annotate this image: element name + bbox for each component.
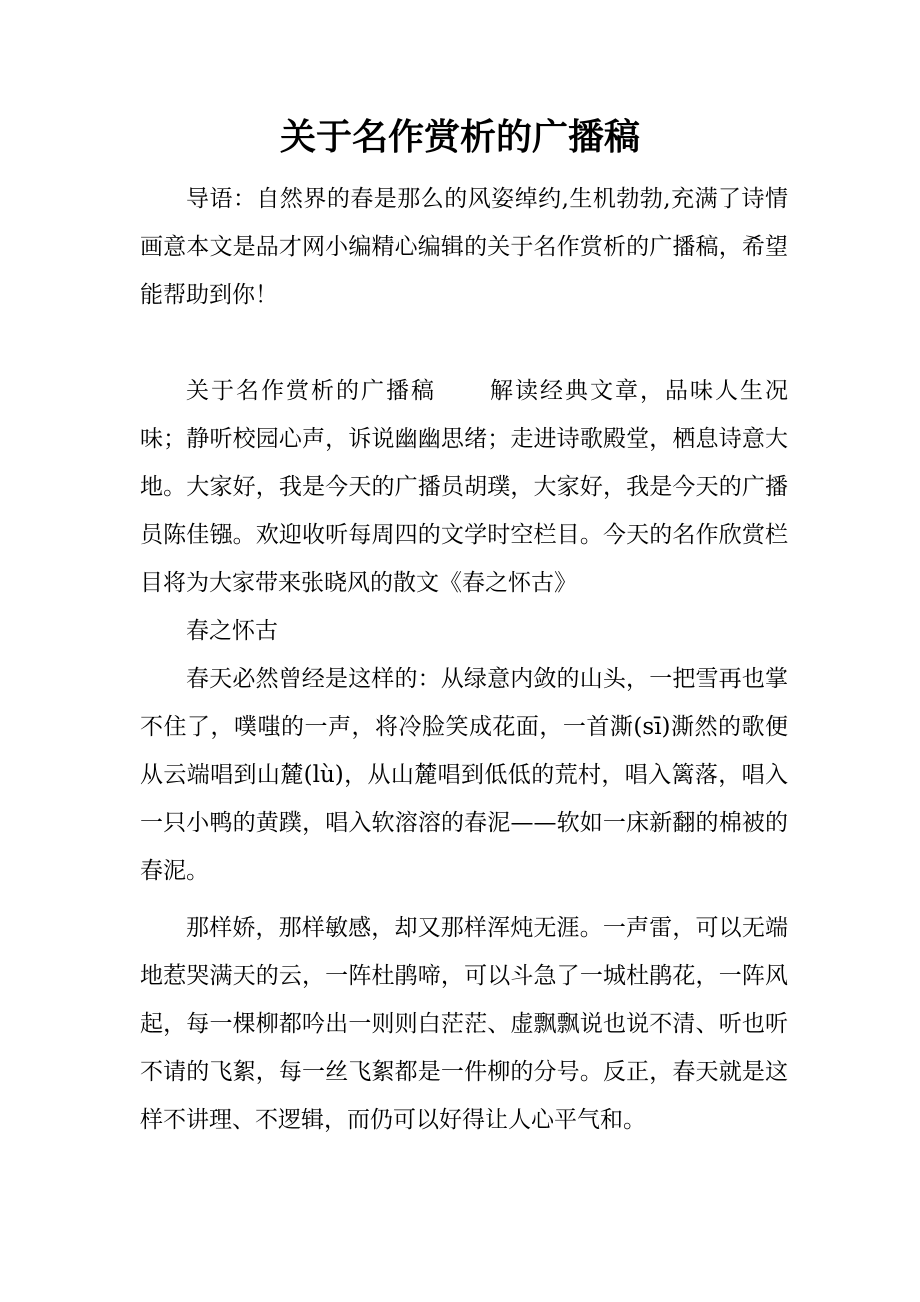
essay-paragraph-2: 那样娇，那样敏感，却又那样浑炖无涯。一声雷，可以无端地惹哭满天的云，一阵杜鹃啼，可以斗急了一城杜鹃花，一阵风起，每一棵柳都吟出一则则白茫茫、虚飘飘说也说不清、听也听不请的飞絮，每一丝飞絮都是一件柳的分号。反正，春天就是这样不讲理、不逻辑，而仍可以好得让人心平气和。 [140, 915, 788, 1133]
document-body [140, 175, 788, 1144]
section-heading: 关于名作赏析的广播稿 [186, 378, 436, 404]
intro-paragraph: 导语：自然界的春是那么的风姿绰约,生机勃勃,充满了诗情画意本文是品才网小编精心编辑的关于名作赏析的广播稿，希望能帮助到你！ [140, 186, 788, 308]
essay-title: 春之怀古 [186, 618, 278, 644]
essay-paragraph-1: 春天必然曾经是这样的：从绿意内敛的山头，一把雪再也掌不住了，噗嗤的一声，将冷脸笑成花面，一首澌(sī)澌然的歌便从云端唱到山麓(lù)，从山麓唱到低低的荒村，唱入篱落，唱入一只小鸭的黄蹼，唱入软溶溶的春泥——软如一床新翻的棉被的春泥。 [140, 666, 788, 884]
opening-text: 解读经典文章，品味人生况味；静听校园心声，诉说幽幽思绪；走进诗歌殿堂，栖息诗意大地。大家好，我是今天的广播员胡璞，大家好，我是今天的广播员陈佳镪。欢迎收听每周四的文学时空栏目。今天的名作欣赏栏目将为大家带来张晓风的散文《春之怀古》 [140, 378, 788, 596]
opening-paragraph [140, 367, 788, 607]
page-title: 关于名作赏析的广播稿 [279, 116, 640, 158]
